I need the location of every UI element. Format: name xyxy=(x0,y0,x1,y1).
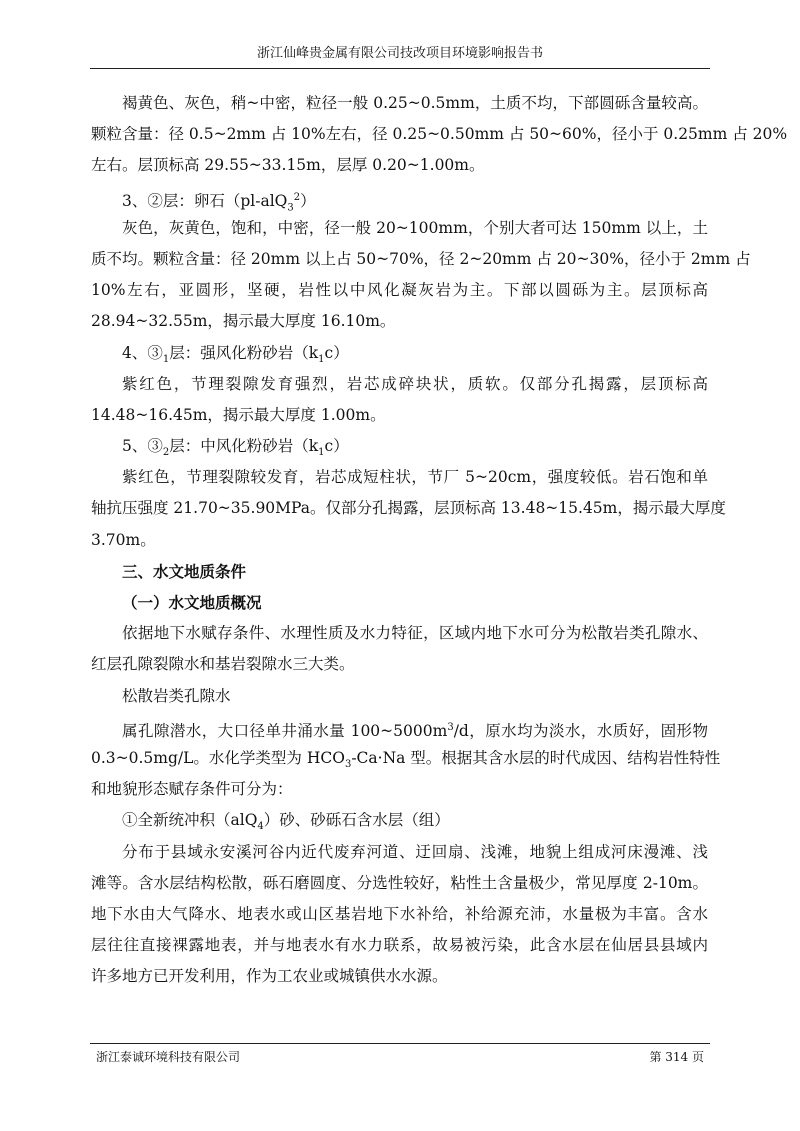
text-line: 左右。层顶标高 29.55~33.15m，层厚 0.20~1.00m。 xyxy=(91,156,485,175)
page-header xyxy=(90,44,710,69)
text-line: 松散岩类孔隙水 xyxy=(122,686,231,705)
text-line: 紫红色，节理裂隙发育强烈，岩芯成碎块状，质软。仅部分孔揭露，层顶标高 xyxy=(122,374,708,393)
text-line: 依据地下水赋存条件、水理性质及水力特征，区域内地下水可分为松散岩类孔隙水、 xyxy=(122,624,708,643)
text-line: 褐黄色、灰色，稍~中密，粒径一般 0.25~0.5mm，土质不均，下部圆砾含量较高。 xyxy=(122,94,708,112)
text-line: 和地貌形态赋存条件可分为： xyxy=(91,780,293,799)
page-body xyxy=(91,88,788,992)
header-title: 浙江仙峰贵金属有限公司技改项目环境影响报告书 xyxy=(256,46,543,61)
text-line: 轴抗压强度 21.70~35.90MPa。仅部分孔揭露，层顶标高 13.48~15.45m，揭示最大厚度 xyxy=(91,499,726,518)
section-heading-4: 4、$③_1$层：强风化粉砂岩$(k_1c)$ xyxy=(122,343,349,365)
footer-page-number: 第 314 页 xyxy=(649,1050,704,1064)
text-line: 红层孔隙裂隙水和基岩裂隙水三大类。 xyxy=(91,655,355,674)
page-footer xyxy=(90,1043,710,1068)
text-line: 10%左右，亚圆形，坚硬，岩性以中风化凝灰岩为主。下部以圆砾为主。层顶标高 xyxy=(91,281,708,300)
text-line: 灰色，灰黄色，饱和，中密，径一般 20~100mm，个别大者可达 150mm 以上，土 xyxy=(122,218,708,237)
text-line: 地下水由大气降水、地表水或山区基岩地下水补给，补给源充沛，水量极为丰富。含水 xyxy=(91,904,708,923)
text-line: 属孔隙潜水，大口径单井涌水量 $100\sim 5000m^3/d$，原水均为淡水，水质好，固形物 xyxy=(122,721,708,740)
text-line: 3.70m。 xyxy=(91,530,156,549)
subsection-heading: （一）水文地质概况 xyxy=(122,593,262,612)
section-heading-3: 3、②层：卵石（pl-alQ$_3^2$） xyxy=(122,191,316,213)
text-line: 质不均。颗粒含量：径 20mm 以上占 50~70%，径 2~20mm 占 20~30%，径小于 2mm 占 xyxy=(91,249,751,268)
section-heading-5: 5、$③_2$层：中风化粉砂岩$(k_1c)$ xyxy=(122,437,349,459)
text-line: 许多地方已开发利用，作为工农业或城镇供水水源。 xyxy=(91,967,448,986)
text-line: 0.3~0.5mg/L。水化学类型为 $HCO_3-Ca\cdot Na$ 型。根据其含水层的时代成因、结构岩性特性 xyxy=(91,748,721,771)
text-line: 滩等。含水层结构松散，砾石磨圆度、分选性较好，粘性土含量极少，常见厚度 2-10m。 xyxy=(91,873,708,892)
text-line: ①全新统冲积（alQ$_4$）砂、砂砾石含水层（组） xyxy=(122,811,450,833)
text-line: 14.48~16.45m，揭示最大厚度 1.00m。 xyxy=(91,405,386,424)
text-line: 层往往直接裸露地表，并与地表水有水力联系，故易被污染，此含水层在仙居县县域内 xyxy=(91,936,708,955)
footer-company: 浙江泰诚环境科技有限公司 xyxy=(96,1050,241,1064)
text-line: 28.94~32.55m，揭示最大厚度 16.10m。 xyxy=(91,312,396,331)
text-line: 紫红色，节理裂隙较发育，岩芯成短柱状，节厂 5~20cm，强度较低。岩石饱和单 xyxy=(122,468,708,487)
text-line: 颗粒含量：径 0.5~2mm 占 10%左右，径 0.25~0.50mm 占 50~60%，径小于 0.25mm 占 20% xyxy=(91,125,788,144)
text-line: 分布于县域永安溪河谷内近代废弃河道、迂回扇、浅滩，地貌上组成河床漫滩、浅 xyxy=(122,842,708,861)
chapter-heading: 三、水文地质条件 xyxy=(122,561,247,581)
